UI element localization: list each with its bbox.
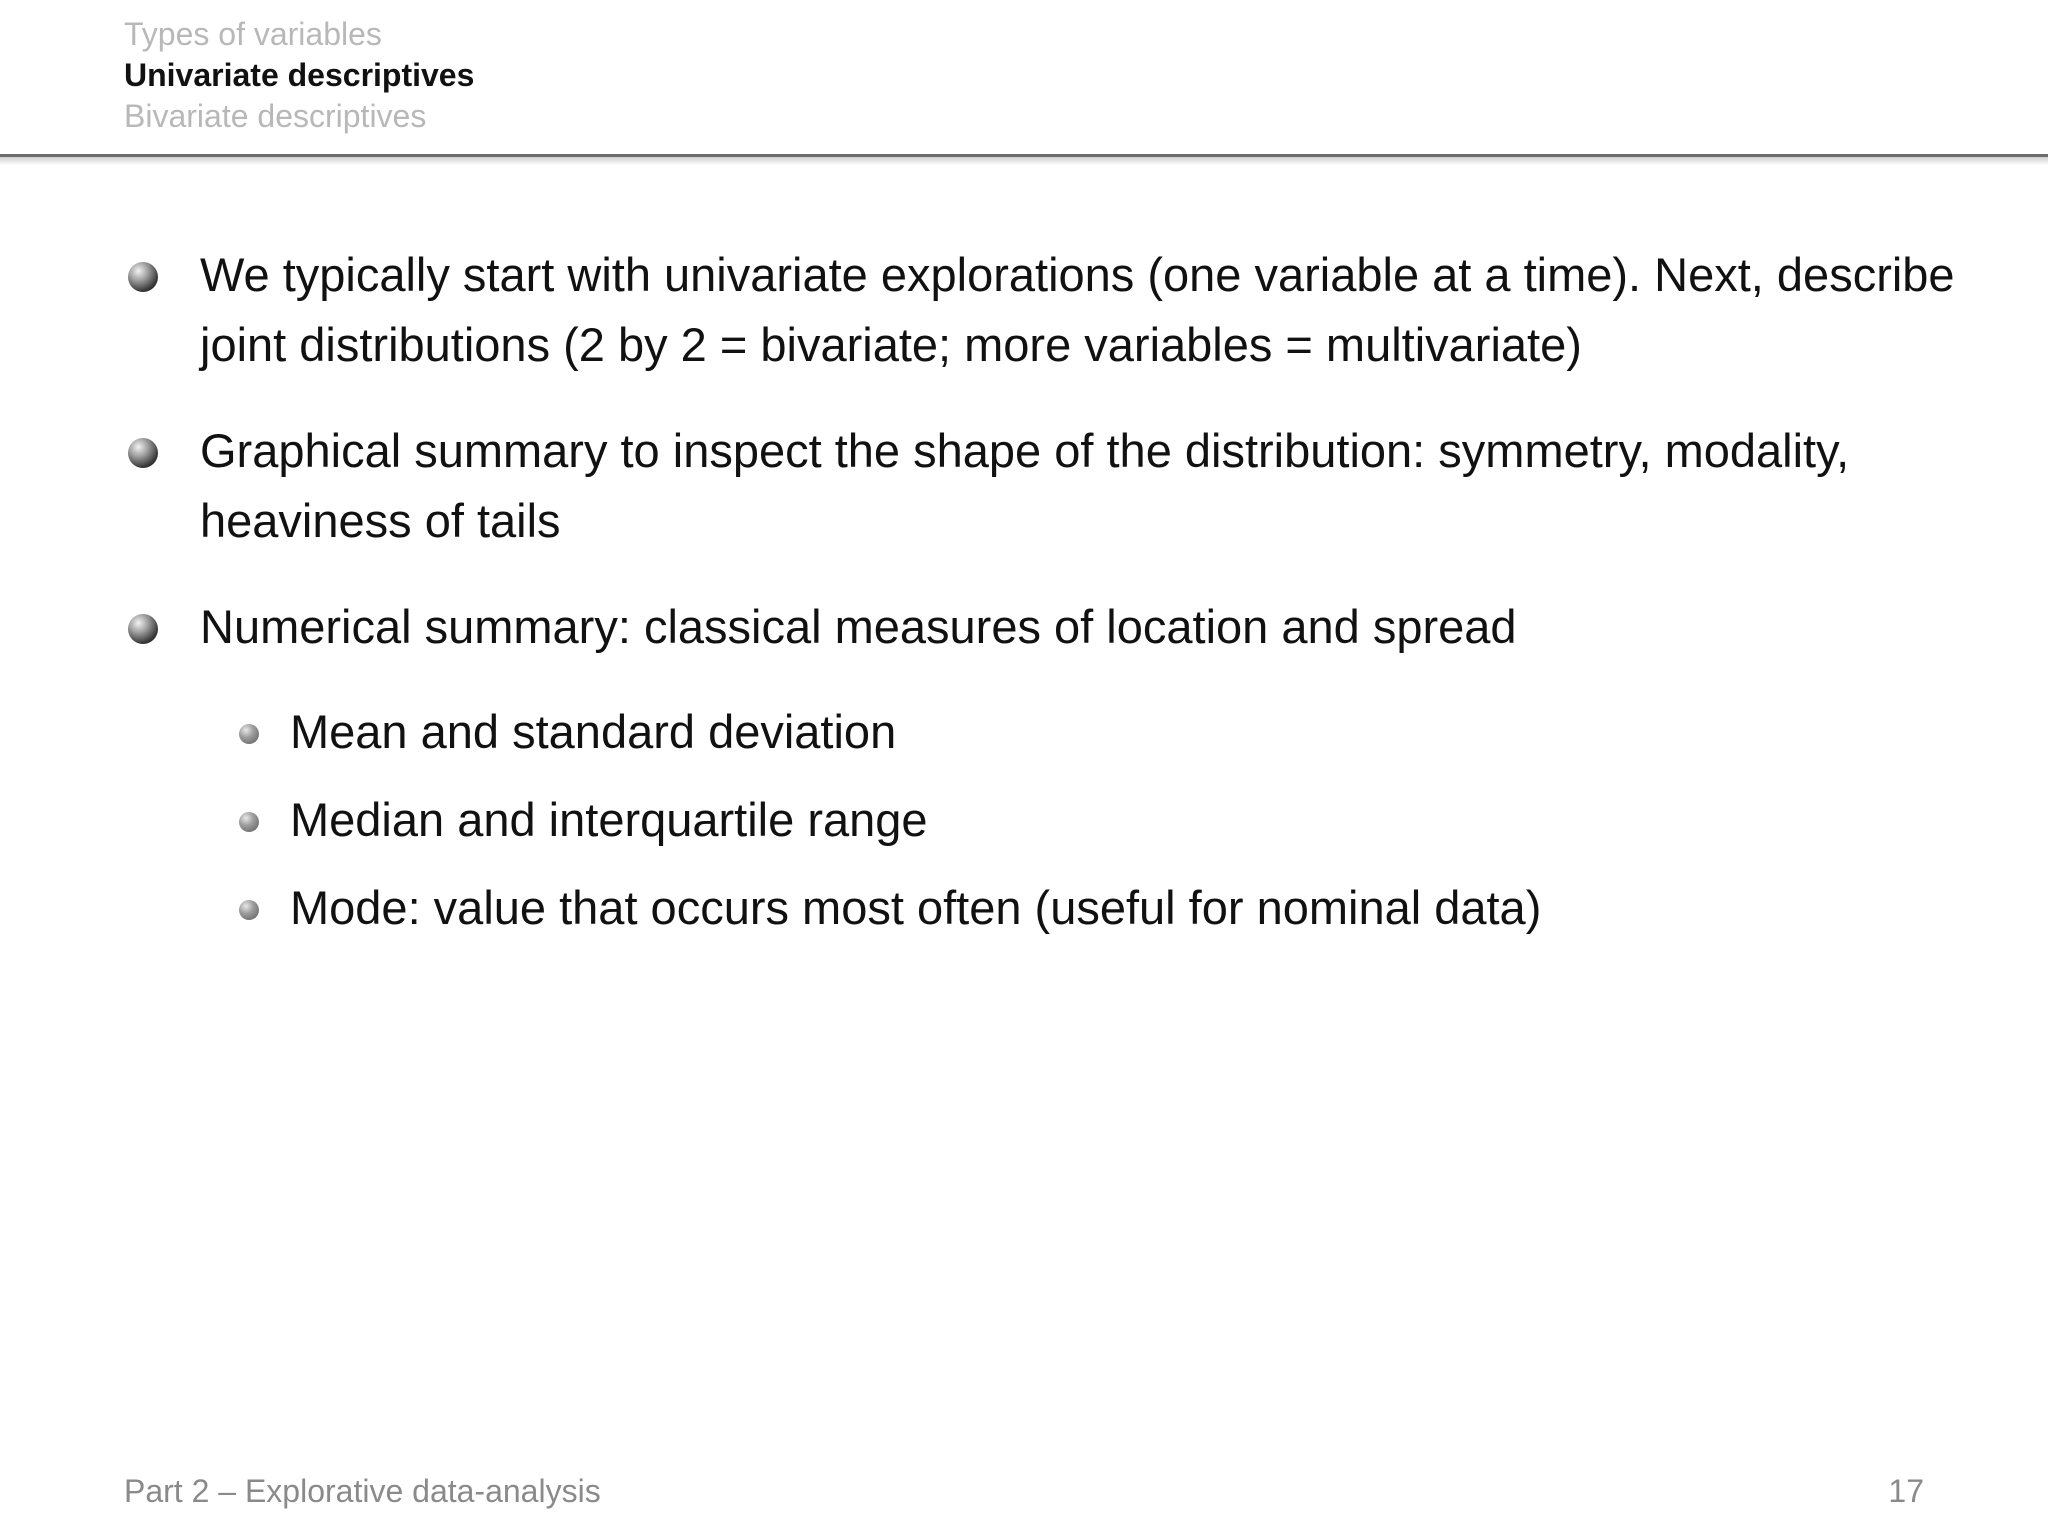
sub-bullet-text: Mean and standard deviation xyxy=(290,705,897,758)
page-number: 17 xyxy=(1888,1473,1924,1509)
section-types-of-variables[interactable]: Types of variables xyxy=(124,16,382,52)
sub-bullet-text: Median and interquartile range xyxy=(290,793,928,846)
header-shadow xyxy=(0,157,2048,165)
section-bivariate-descriptives[interactable]: Bivariate descriptives xyxy=(124,98,427,134)
section-univariate-descriptives[interactable]: Univariate descriptives xyxy=(124,57,475,93)
bullet-text: Numerical summary: classical measures of location and spread xyxy=(200,600,1517,653)
bullet-sphere-icon xyxy=(128,438,158,468)
sub-bullet-sphere-icon xyxy=(239,724,259,744)
sub-bullet-text: Mode: value that occurs most often (useful for nominal data) xyxy=(290,881,1542,934)
sub-bullet-sphere-icon xyxy=(239,812,259,832)
bullet-text: We typically start with univariate explorations (one variable at a time). Next, describe joint distributions (2 by 2 = bivariate; more variables = multivariate) xyxy=(200,248,1955,371)
footer-title: Part 2 – Explorative data-analysis xyxy=(124,1473,601,1509)
bullet-sphere-icon xyxy=(128,262,158,292)
sub-bullet-sphere-icon xyxy=(239,900,259,920)
section-navigation xyxy=(124,14,474,137)
bullet-text: Graphical summary to inspect the shape of the distribution: symmetry, modality, heaviness of tails xyxy=(200,424,1850,547)
slide-header xyxy=(0,0,2048,158)
bullet-sphere-icon xyxy=(128,614,158,644)
